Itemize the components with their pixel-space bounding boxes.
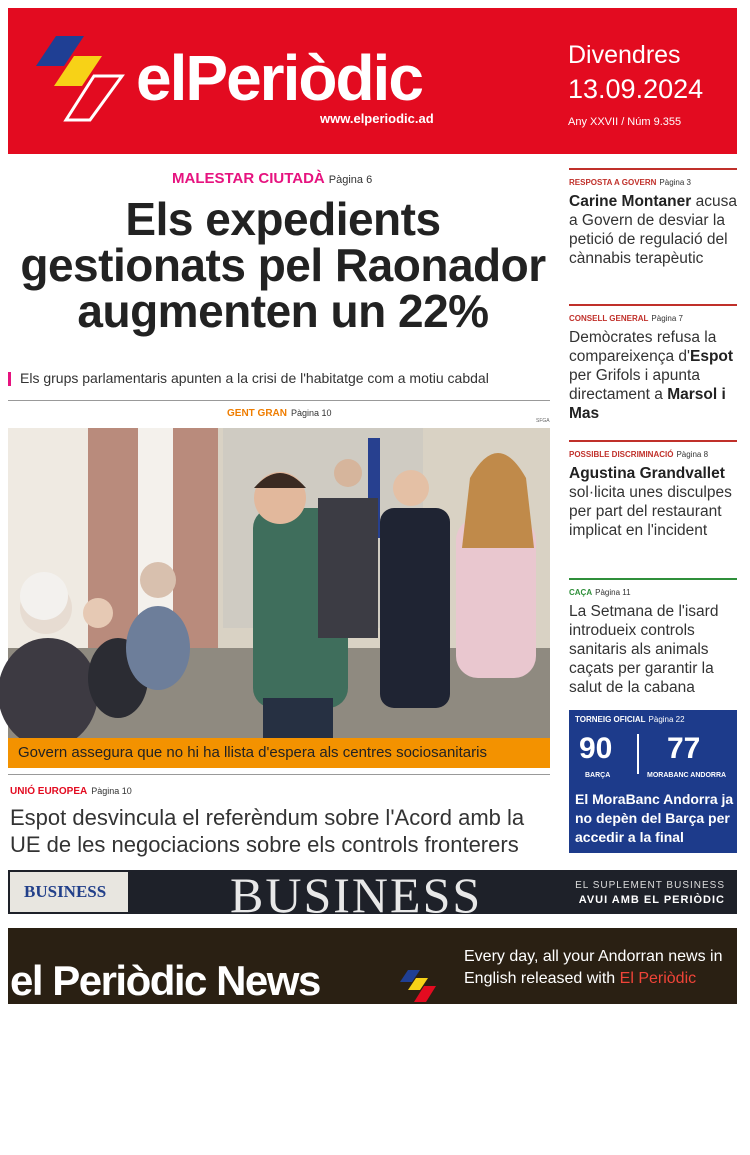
sidebar-lead: Agustina Grandvallet bbox=[569, 465, 725, 482]
sidebar-kicker-label: POSSIBLE DISCRIMINACIÓ bbox=[569, 450, 674, 459]
sidebar-item-montaner[interactable] bbox=[569, 168, 737, 268]
score-kicker-label: TORNEIG OFICIAL bbox=[575, 715, 646, 724]
site-url[interactable]: www.elperiodic.ad bbox=[320, 111, 434, 126]
sidebar-kicker bbox=[569, 450, 737, 459]
photo-headline[interactable]: Govern assegura que no hi ha llista d'espera als centres sociosanitaris bbox=[8, 738, 550, 768]
lead-page-ref: Pàgina 6 bbox=[328, 174, 373, 186]
score-page-ref: Pàgina 22 bbox=[648, 715, 685, 724]
score-headline: El MoraBanc Andorra ja no depèn del Barça per accedir a la final bbox=[575, 791, 734, 845]
ue-kicker-label: UNIÓ EUROPEA bbox=[10, 786, 88, 797]
score-team-a-value: 90 bbox=[579, 732, 613, 765]
news-ad-title: el Periòdic News bbox=[10, 957, 320, 1004]
sidebar-bold: Espot bbox=[690, 348, 734, 365]
logo-stripes-icon bbox=[398, 968, 438, 1004]
score-team-b-name: MORABANC ANDORRA bbox=[647, 772, 727, 779]
score-team-b-value: 77 bbox=[667, 732, 701, 765]
sidebar-item-isard[interactable] bbox=[569, 578, 737, 697]
lead-headline[interactable] bbox=[8, 193, 558, 337]
ue-headline[interactable]: Espot desvincula el referèndum sobre l'Acord amb la UE de les negociacions sobre els controls fronterers bbox=[10, 805, 525, 857]
ue-page-ref: Pàgina 10 bbox=[91, 786, 132, 796]
sidebar-item-democrates[interactable] bbox=[569, 304, 737, 423]
lead-headline-line: Els expedients bbox=[125, 193, 441, 245]
sidebar-page-ref: Pàgina 11 bbox=[595, 588, 631, 597]
business-title: BUSINESS bbox=[230, 867, 483, 923]
sidebar-text: La Setmana de l'isard introdueix controls sanitaris als animals caçats per garantir la salut de la cabana bbox=[569, 603, 719, 696]
sidebar-kicker bbox=[569, 178, 737, 187]
score-team-a-name: BARÇA bbox=[585, 772, 611, 779]
photo-kicker[interactable] bbox=[227, 408, 332, 419]
sidebar-kicker-label: CONSELL GENERAL bbox=[569, 314, 649, 323]
sidebar-page-ref: Pàgina 7 bbox=[651, 314, 684, 323]
lead-headline-line: gestionats pel Raonador bbox=[20, 239, 546, 291]
sidebar-body: per Grifols i apunta directament a bbox=[569, 367, 700, 403]
ue-kicker[interactable] bbox=[10, 786, 132, 797]
sidebar-body: sol·licita unes disculpes per part del restaurant implicat en l'incident bbox=[569, 484, 732, 539]
business-ad[interactable] bbox=[8, 867, 737, 923]
business-thumbnail bbox=[10, 872, 128, 912]
logo-stripes-icon bbox=[36, 32, 126, 122]
score-kicker bbox=[575, 715, 685, 724]
lead-kicker-label: MALESTAR CIUTADÀ bbox=[172, 170, 325, 187]
sidebar-rule bbox=[569, 440, 737, 442]
sidebar-rule bbox=[569, 578, 737, 580]
logo-text: elPeriòdic bbox=[136, 42, 422, 114]
news-ad-line1: Every day, all your Andorran news in bbox=[464, 948, 723, 965]
lead-headline-line: augmenten un 22% bbox=[77, 285, 489, 337]
divider bbox=[8, 400, 550, 401]
sidebar-rule bbox=[569, 168, 737, 170]
sidebar-kicker-label: RESPOSTA A GOVERN bbox=[569, 178, 657, 187]
sidebar-text bbox=[569, 464, 737, 540]
news-ad-line2 bbox=[464, 970, 696, 988]
photo-illustration bbox=[8, 428, 550, 738]
sidebar-item-grandvallet[interactable] bbox=[569, 440, 737, 540]
sidebar-text bbox=[569, 192, 737, 268]
issue-day: Divendres bbox=[568, 41, 681, 69]
sidebar-rule bbox=[569, 304, 737, 306]
divider bbox=[8, 774, 550, 775]
business-thumb-title: BUSINESS bbox=[24, 882, 107, 901]
masthead bbox=[8, 8, 737, 154]
business-line1: EL SUPLEMENT BUSINESS bbox=[575, 880, 725, 891]
news-ad[interactable] bbox=[8, 928, 737, 1004]
issue-number: Any XXVII / Núm 9.355 bbox=[568, 116, 682, 128]
lead-kicker[interactable] bbox=[172, 170, 372, 187]
business-line2: AVUI AMB EL PERIÒDIC bbox=[578, 894, 725, 906]
sidebar-kicker bbox=[569, 314, 737, 323]
photo-credit: SFGA bbox=[536, 418, 550, 424]
sidebar-body: acusa a Govern de desviar la petició de regulació del cànnabis terapèutic bbox=[569, 193, 737, 267]
sidebar-page-ref: Pàgina 8 bbox=[676, 450, 709, 459]
sidebar-text bbox=[569, 328, 737, 423]
sidebar-kicker-label: CAÇA bbox=[569, 588, 593, 597]
photo-caption: Visita de l'Executiu aquest dijous al centre sociosanitari del Cedre. bbox=[444, 1125, 545, 1154]
score-separator bbox=[637, 734, 639, 774]
sidebar-kicker bbox=[569, 588, 737, 597]
sidebar-body: Demòcrates refusa la compareixença d' bbox=[569, 329, 717, 365]
photo-page-ref: Pàgina 10 bbox=[291, 408, 332, 418]
news-ad-brand: El Periòdic bbox=[619, 970, 697, 987]
issue-date: 13.09.2024 bbox=[568, 74, 704, 104]
lead-subhead: Els grups parlamentaris apunten a la crisi de l'habitatge com a motiu cabdal bbox=[8, 370, 558, 386]
sidebar-bold: Marsol i Mas bbox=[569, 386, 726, 422]
news-ad-line2-text: English released with bbox=[464, 970, 620, 987]
sidebar-lead: Carine Montaner bbox=[569, 193, 692, 210]
photo-kicker-label: GENT GRAN bbox=[227, 408, 287, 419]
sidebar-page-ref: Pàgina 3 bbox=[659, 178, 692, 187]
score-box[interactable] bbox=[569, 710, 737, 853]
